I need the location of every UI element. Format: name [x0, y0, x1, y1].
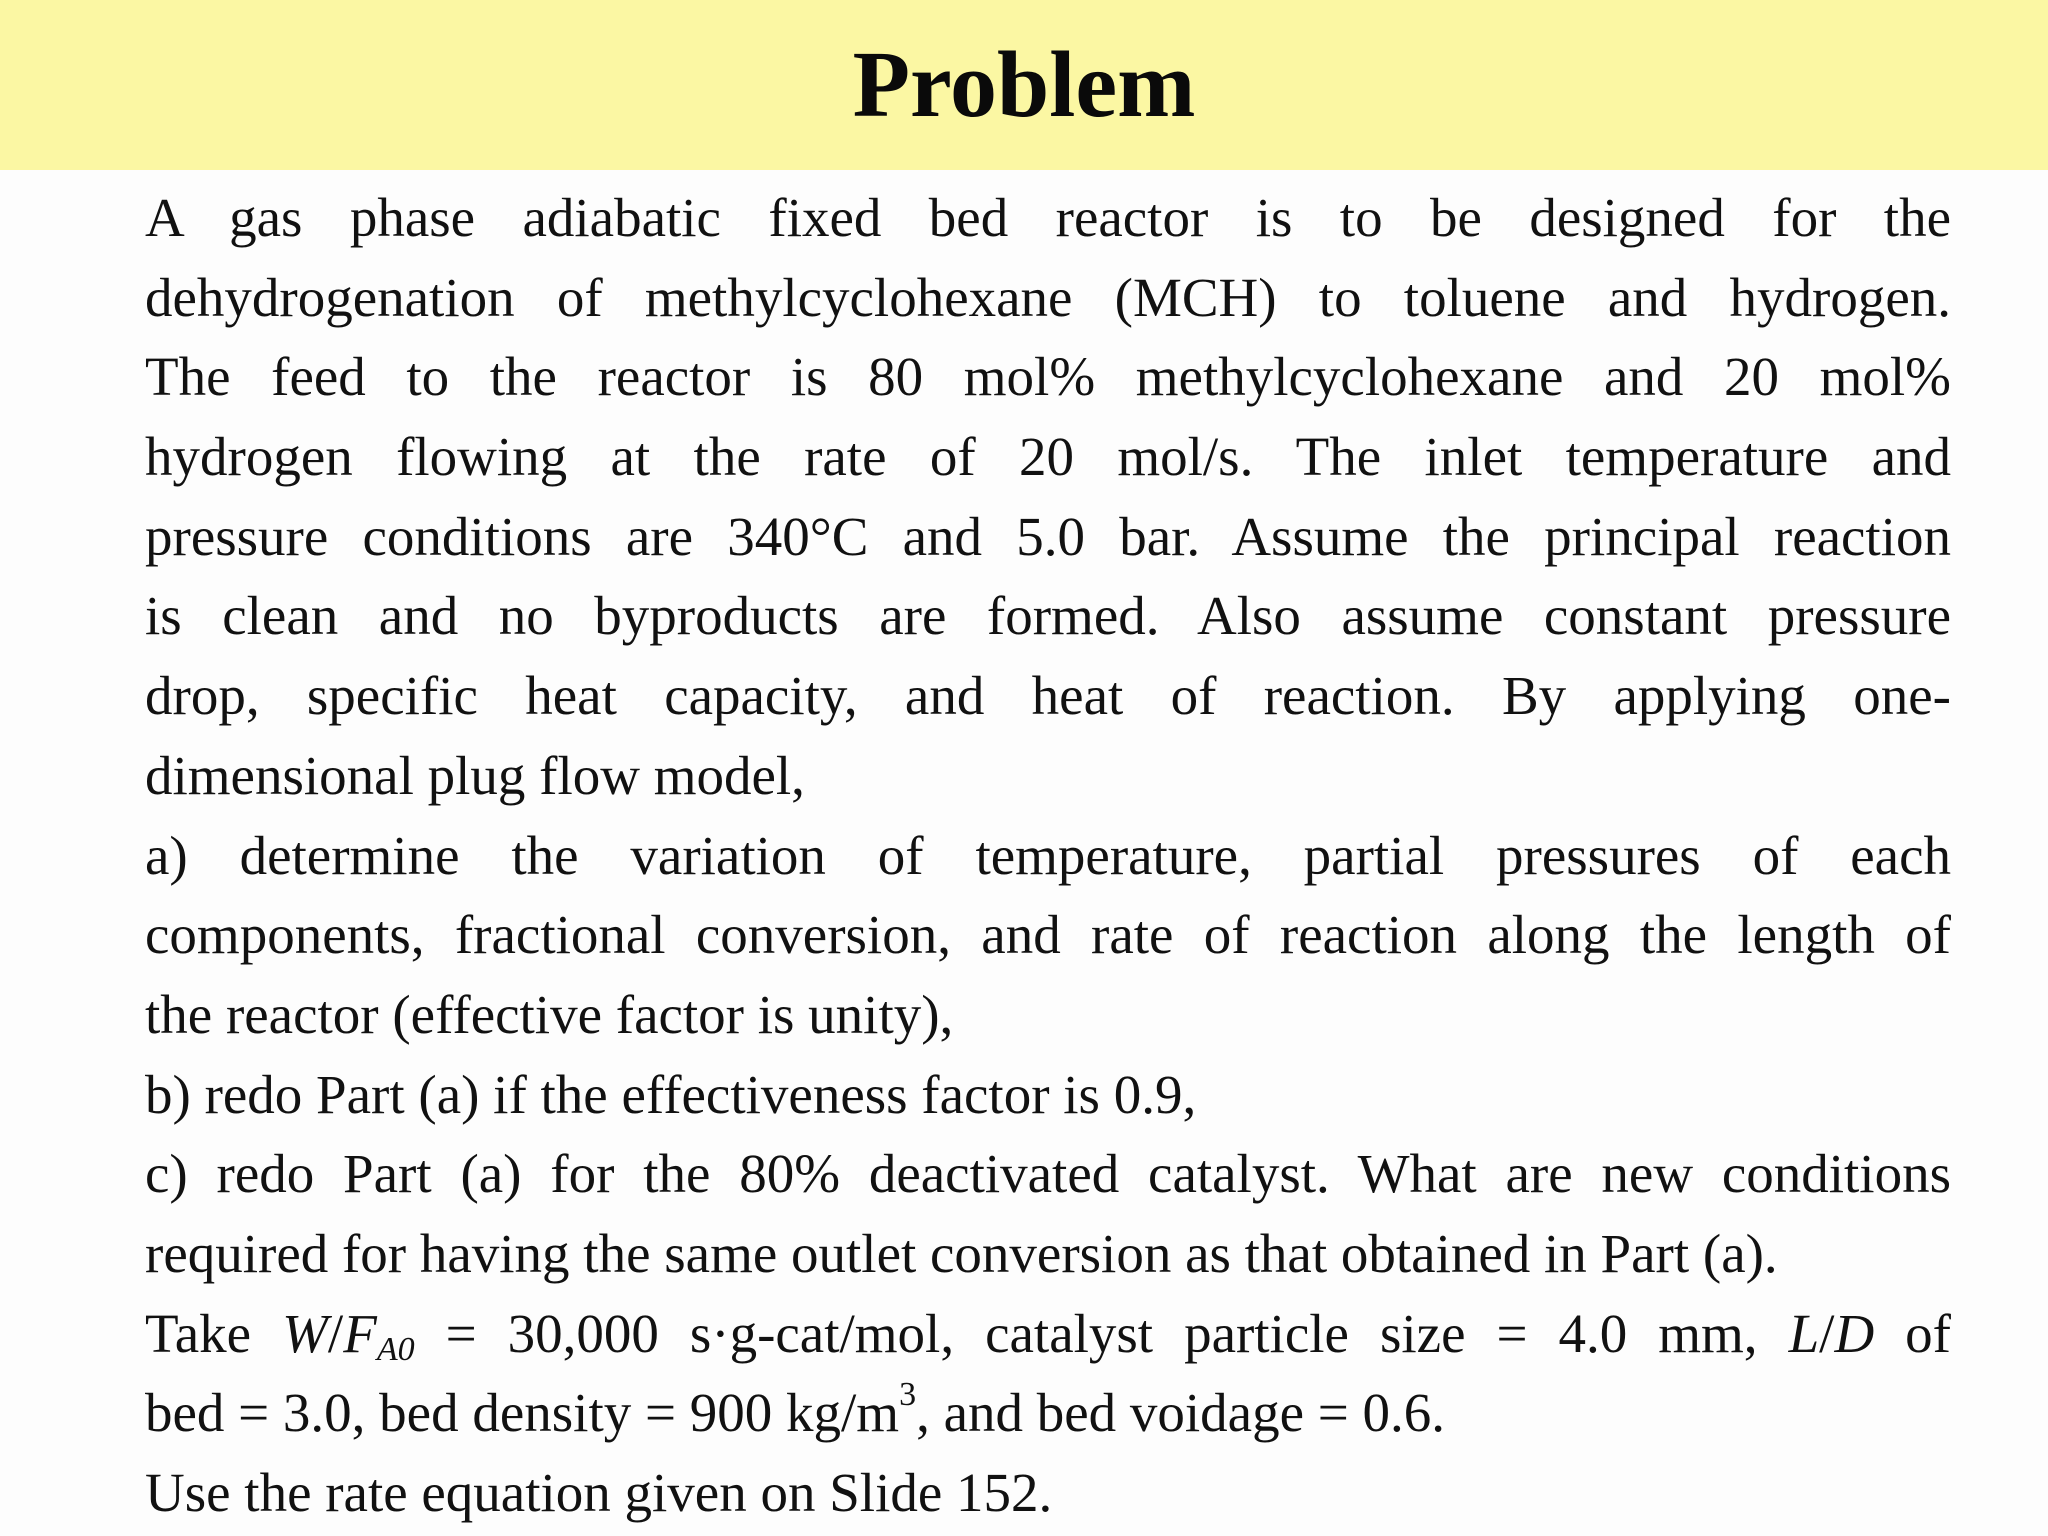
slash: / [1819, 1302, 1835, 1364]
l-symbol: L [1788, 1302, 1820, 1364]
part-a-line: the reactor (effective factor is unity), [145, 983, 954, 1045]
bed-prefix: bed = 3.0, bed density = 900 kg/m [145, 1382, 900, 1444]
intro-line: The feed to the reactor is 80 mol% methylcyclohexane and 20 mol% [145, 346, 1951, 408]
take-prefix: Take [145, 1302, 283, 1364]
part-c-line: required for having the same outlet conversion as that obtained in Part (a). [145, 1222, 1778, 1284]
d-symbol: D [1834, 1302, 1875, 1364]
intro-line: dehydrogenation of methylcyclohexane (MCH) to toluene and hydrogen. [145, 266, 1951, 328]
intro-line: pressure conditions are 340°C and 5.0 bar. Assume the principal reaction [145, 505, 1951, 567]
rate-equation-line: Use the rate equation given on Slide 152. [145, 1462, 1053, 1523]
take-middle: = 30,000 s·g-cat/mol, catalyst particle size = 4.0 mm, [414, 1302, 1789, 1364]
take-suffix: of [1874, 1302, 1951, 1364]
intro-line: hydrogen flowing at the rate of 20 mol/s. The inlet temperature and [145, 426, 1951, 488]
slash: / [327, 1302, 344, 1364]
part-a-line: components, fractional conversion, and rate of reaction along the length of [145, 904, 1951, 966]
bed-suffix: , and bed voidage = 0.6. [916, 1382, 1446, 1444]
intro-line: A gas phase adiabatic fixed bed reactor is to be designed for the [145, 187, 1951, 248]
f-subscript: A0 [376, 1330, 415, 1368]
slide-title: Problem [852, 33, 1196, 137]
w-symbol: W [282, 1302, 328, 1364]
take-line [145, 1294, 1951, 1374]
part-c-line: c) redo Part (a) for the 80% deactivated catalyst. What are new conditions [145, 1143, 1951, 1205]
f-symbol: F [343, 1302, 377, 1364]
part-b-line: b) redo Part (a) if the effectiveness factor is 0.9, [145, 1063, 1197, 1125]
problem-statement [145, 178, 1951, 1533]
intro-line: drop, specific heat capacity, and heat of reaction. By applying one- [145, 665, 1951, 727]
intro-line: dimensional plug flow model, [145, 744, 805, 806]
intro-line: is clean and no byproducts are formed. Also assume constant pressure [145, 585, 1951, 647]
cubic-superscript: 3 [899, 1376, 917, 1414]
bed-line [145, 1373, 1951, 1453]
part-a-line: a) determine the variation of temperature, partial pressures of each [145, 824, 1951, 886]
